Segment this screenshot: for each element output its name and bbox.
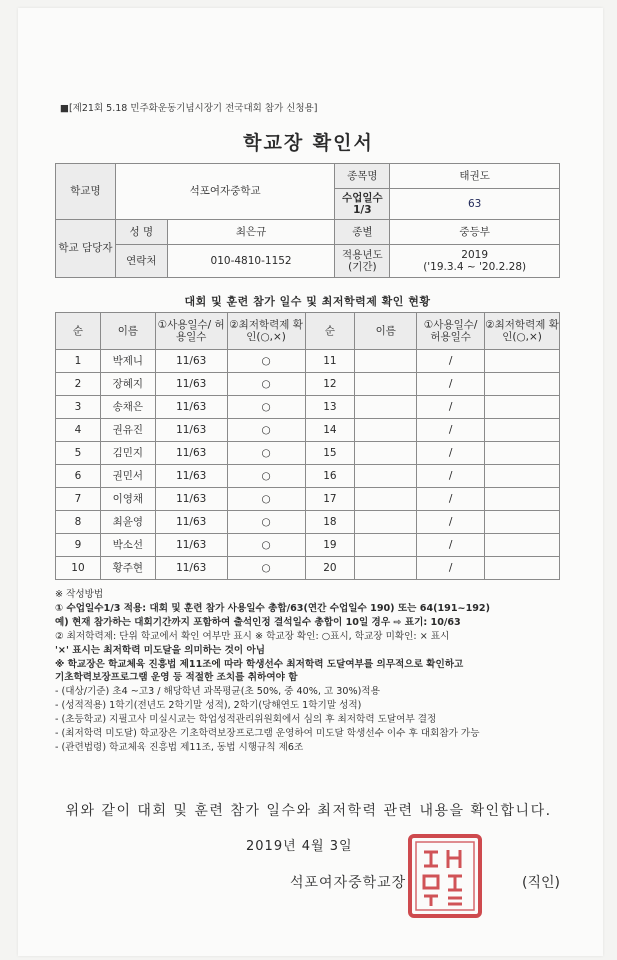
min-academic-check-2 [485, 373, 560, 396]
header-name: 이름 [100, 313, 155, 350]
section-title: 대회 및 훈련 참가 일수 및 최저학력제 확인 현황 [184, 295, 431, 308]
row-number: 1 [56, 350, 101, 373]
document-title: 학교장 확인서 [243, 132, 374, 154]
student-name: 장혜지 [100, 373, 155, 396]
row-number-2: 20 [305, 557, 355, 580]
category-value: 중등부 [390, 220, 560, 245]
student-name: 권유진 [100, 419, 155, 442]
year-period: ('19.3.4 ~ '20.2.28) [423, 261, 527, 273]
row-number-2: 15 [305, 442, 355, 465]
official-seal-stamp [404, 830, 486, 922]
days-used-2: / [417, 442, 485, 465]
row-number-2: 13 [305, 396, 355, 419]
document-date: 2019년 4월 3일 [246, 839, 353, 854]
days-used: 11/63 [155, 396, 227, 419]
min-academic-check: ○ [227, 488, 305, 511]
min-academic-check: ○ [227, 373, 305, 396]
min-academic-check-2 [485, 396, 560, 419]
table-row [56, 488, 560, 511]
table-row [56, 419, 560, 442]
days-used-2: / [417, 373, 485, 396]
row-number: 8 [56, 511, 101, 534]
student-name-2 [355, 373, 417, 396]
student-name: 권민서 [100, 465, 155, 488]
student-name: 박소선 [100, 534, 155, 557]
days-used: 11/63 [155, 511, 227, 534]
row-number: 5 [56, 442, 101, 465]
days-used: 11/63 [155, 419, 227, 442]
student-name-2 [355, 511, 417, 534]
table-row [56, 465, 560, 488]
header-name-2: 이름 [355, 313, 417, 350]
event-value: 태권도 [390, 164, 560, 189]
instruction-line: - (성적적용) 1학기(전년도 2학기말 성적), 2학기(당해연도 1학기말 성적) [55, 700, 362, 712]
student-name-2 [355, 488, 417, 511]
min-academic-check-2 [485, 350, 560, 373]
min-academic-check: ○ [227, 442, 305, 465]
instruction-line: ① 수업일수1/3 적용: 대회 및 훈련 참가 사용일수 총합/63(연간 수업일수 190) 또는 64(191~192) [55, 602, 490, 614]
student-name-2 [355, 419, 417, 442]
min-academic-check: ○ [227, 419, 305, 442]
school-name-label: 학교명 [56, 164, 116, 220]
table-row [56, 557, 560, 580]
header-no: 순 [56, 313, 101, 350]
school-name-value: 석포여자중학교 [115, 164, 335, 220]
student-name-2 [355, 442, 417, 465]
days-used: 11/63 [155, 373, 227, 396]
instruction-line: - (초등학교) 지필고사 미실시교는 학업성적관리위원회에서 심의 후 최저학력 도달여부 결정 [55, 714, 437, 726]
instruction-line: - (최저학력 미도달) 학교장은 기초학력보장프로그램 운영하여 미도달 학생선수 이수 후 대회참가 가능 [55, 728, 480, 740]
days-used: 11/63 [155, 488, 227, 511]
row-number: 10 [56, 557, 101, 580]
school-info-table [55, 163, 560, 278]
days-used: 11/63 [155, 350, 227, 373]
days-used-2: / [417, 419, 485, 442]
min-academic-check-2 [485, 465, 560, 488]
header-days-2: ①사용일수/ 허용일수 [417, 313, 485, 350]
student-name-2 [355, 465, 417, 488]
header-check-2: ②최저학력제 확인(○,×) [485, 313, 560, 350]
student-name: 박제니 [100, 350, 155, 373]
days-used-2: / [417, 350, 485, 373]
year-label: 적용년도 (기간) [335, 245, 390, 278]
contact-label: 연락처 [115, 245, 167, 278]
days-used-2: / [417, 557, 485, 580]
event-label: 종목명 [335, 164, 390, 189]
staff-label: 학교 담당자 [56, 220, 116, 278]
min-academic-check-2 [485, 511, 560, 534]
days-used-2: / [417, 465, 485, 488]
row-number-2: 18 [305, 511, 355, 534]
row-number-2: 11 [305, 350, 355, 373]
row-number: 7 [56, 488, 101, 511]
year-cell [390, 245, 560, 278]
row-number-2: 14 [305, 419, 355, 442]
seal-label: (직인) [522, 875, 560, 891]
days-used-2: / [417, 534, 485, 557]
min-academic-check: ○ [227, 350, 305, 373]
writing-instructions [55, 588, 575, 755]
header-no-2: 순 [305, 313, 355, 350]
table-row [56, 511, 560, 534]
table-row [56, 442, 560, 465]
min-academic-check-2 [485, 488, 560, 511]
min-academic-check: ○ [227, 557, 305, 580]
min-academic-check: ○ [227, 534, 305, 557]
roster-table [55, 312, 560, 580]
min-academic-check-2 [485, 557, 560, 580]
student-name-2 [355, 534, 417, 557]
form-header-note: ■[제21회 5.18 민주화운동기념시장기 전국대회 참가 신청용] [60, 103, 318, 114]
instruction-line: ※ 학교장은 학교체육 진흥법 제11조에 따라 학생선수 최저학력 도달여부를 의무적으로 확인하고 [55, 658, 464, 670]
min-academic-check-2 [485, 442, 560, 465]
student-name-2 [355, 350, 417, 373]
instruction-line: 예) 현재 참가하는 대회기간까지 포함하여 출석인정 결석일수 총합이 10일 경우 ⇨ 표기: 10/63 [55, 616, 461, 628]
student-name: 송채은 [100, 396, 155, 419]
row-number-2: 19 [305, 534, 355, 557]
instruction-line: ※ 작성방법 [55, 589, 104, 600]
days-used: 11/63 [155, 557, 227, 580]
name-value: 최은규 [167, 220, 335, 245]
header-check: ②최저학력제 확인(○,×) [227, 313, 305, 350]
row-number: 2 [56, 373, 101, 396]
student-name: 김민지 [100, 442, 155, 465]
year-value: 2019 [461, 248, 489, 261]
contact-value: 010-4810-1152 [167, 245, 335, 278]
days-used-2: / [417, 488, 485, 511]
row-number-2: 17 [305, 488, 355, 511]
instruction-line: - (관련법령) 학교체육 진흥법 제11조, 동법 시행규칙 제6조 [55, 741, 304, 753]
min-academic-check-2 [485, 419, 560, 442]
days-used: 11/63 [155, 465, 227, 488]
min-academic-check-2 [485, 534, 560, 557]
days-used-2: / [417, 511, 485, 534]
student-name-2 [355, 396, 417, 419]
instruction-line: ② 최저학력제: 단위 학교에서 확인 여부만 표시 ※ 학교장 확인: ○표시, 학교장 미확인: × 표시 [55, 630, 450, 642]
days-used: 11/63 [155, 534, 227, 557]
category-label: 종별 [335, 220, 390, 245]
header-days: ①사용일수/ 허용일수 [155, 313, 227, 350]
days-used: 11/63 [155, 442, 227, 465]
table-row [56, 534, 560, 557]
confirmation-statement: 위와 같이 대회 및 훈련 참가 일수와 최저학력 관련 내용을 확인합니다. [65, 803, 552, 819]
class-days-label: 수업일수 1/3 [335, 189, 390, 220]
table-row [56, 373, 560, 396]
days-used-2: / [417, 396, 485, 419]
min-academic-check: ○ [227, 396, 305, 419]
class-days-value: 63 [390, 189, 560, 220]
min-academic-check: ○ [227, 511, 305, 534]
student-name-2 [355, 557, 417, 580]
instruction-line: 기초학력보장프로그램 운영 등 적절한 조치를 취하여야 함 [55, 672, 298, 684]
row-number: 9 [56, 534, 101, 557]
table-row [56, 350, 560, 373]
row-number-2: 12 [305, 373, 355, 396]
row-number: 4 [56, 419, 101, 442]
row-number-2: 16 [305, 465, 355, 488]
student-name: 황주현 [100, 557, 155, 580]
student-name: 최윤영 [100, 511, 155, 534]
table-row [56, 396, 560, 419]
name-label: 성 명 [115, 220, 167, 245]
row-number: 3 [56, 396, 101, 419]
student-name: 이영채 [100, 488, 155, 511]
instruction-line: '×' 표시는 최저학력 미도달을 의미하는 것이 아님 [55, 644, 266, 656]
min-academic-check: ○ [227, 465, 305, 488]
principal-signature: 석포여자중학교장 [290, 875, 407, 891]
instruction-line: - (대상/기준) 초4 ~고3 / 해당학년 과목평균(초 50%, 중 40%, 고 30%)적용 [55, 686, 380, 698]
row-number: 6 [56, 465, 101, 488]
